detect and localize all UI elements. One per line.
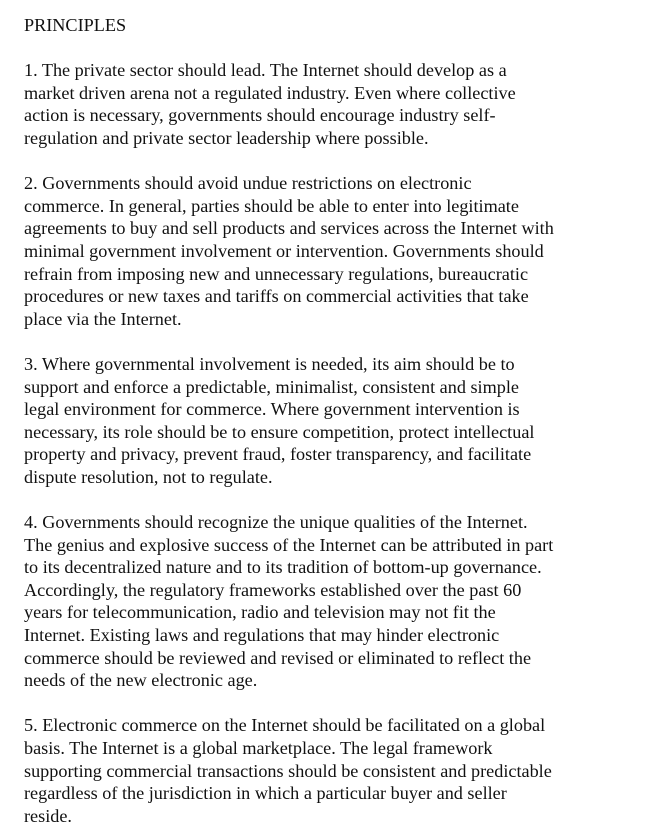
principle-line: regardless of the jurisdiction in which a particular buyer and seller: [24, 783, 507, 804]
principle-line: place via the Internet.: [24, 308, 182, 329]
principle-line: The genius and explosive success of the Internet can be attributed in part: [24, 534, 554, 555]
principle-line: action is necessary, governments should encourage industry self-: [24, 105, 496, 126]
principle-line: 4. Governments should recognize the unique qualities of the Internet.: [24, 512, 528, 533]
principle-line: support and enforce a predictable, minimalist, consistent and simple: [24, 376, 519, 397]
principle-4: [24, 511, 624, 692]
principle-line: supporting commercial transactions should be consistent and predictable: [24, 760, 552, 781]
principle-line: minimal government involvement or intervention. Governments should: [24, 240, 544, 261]
principle-line: reside.: [24, 805, 72, 826]
principle-line: property and privacy, prevent fraud, foster transparency, and facilitate: [24, 444, 532, 465]
principle-line: 3. Where governmental involvement is needed, its aim should be to: [24, 353, 515, 374]
principle-line: commerce. In general, parties should be able to enter into legitimate: [24, 195, 519, 216]
principle-1: [24, 59, 624, 149]
principle-line: Accordingly, the regulatory frameworks established over the past 60: [24, 579, 522, 600]
document-heading: PRINCIPLES: [24, 15, 127, 35]
principle-3: [24, 353, 624, 489]
principle-line: legal environment for commerce. Where government intervention is: [24, 399, 520, 420]
principle-line: years for telecommunication, radio and television may not fit the: [24, 602, 496, 623]
principle-line: 5. Electronic commerce on the Internet should be facilitated on a global: [24, 715, 546, 736]
principle-line: refrain from imposing new and unnecessary regulations, bureaucratic: [24, 263, 529, 284]
principle-line: necessary, its role should be to ensure competition, protect intellectual: [24, 421, 535, 442]
principle-line: Internet. Existing laws and regulations that may hinder electronic: [24, 625, 500, 646]
principle-line: regulation and private sector leadership where possible.: [24, 127, 429, 148]
principle-line: basis. The Internet is a global marketplace. The legal framework: [24, 738, 493, 758]
document-page: [24, 14, 624, 827]
principle-line: dispute resolution, not to regulate.: [24, 466, 273, 487]
principle-line: 2. Governments should avoid undue restrictions on electronic: [24, 173, 472, 194]
principle-line: to its decentralized nature and to its tradition of bottom-up governance.: [24, 557, 542, 578]
principle-2: [24, 172, 624, 330]
principle-line: agreements to buy and sell products and services across the Internet with: [24, 218, 554, 239]
principle-line: procedures or new taxes and tariffs on commercial activities that take: [24, 286, 529, 307]
principle-5: [24, 714, 624, 827]
principle-line: commerce should be reviewed and revised or eliminated to reflect the: [24, 647, 532, 668]
principle-line: needs of the new electronic age.: [24, 670, 258, 691]
principle-line: 1. The private sector should lead. The Internet should develop as a: [24, 60, 507, 81]
principle-line: market driven arena not a regulated industry. Even where collective: [24, 82, 516, 103]
